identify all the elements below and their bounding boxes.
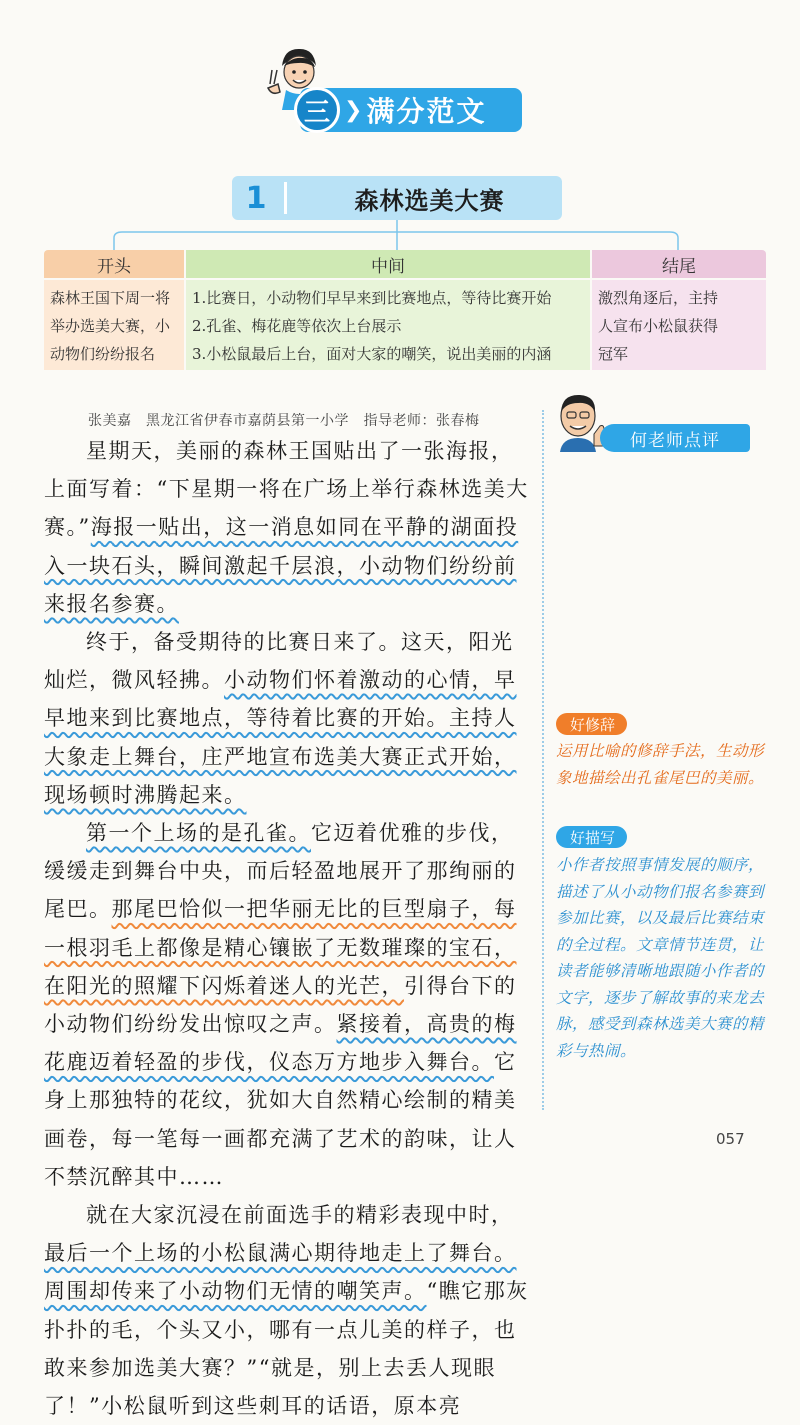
- author-line: 张美嘉 黑龙江省伊春市嘉荫县第一小学 指导老师：张春梅: [88, 413, 480, 429]
- paragraph-3: [44, 814, 534, 1196]
- ending-line: 激烈角逐后，主持: [598, 289, 719, 307]
- article-title-bar: [232, 176, 562, 220]
- underlined-text: 紧接着，高贵的梅花鹿迈着轻盈的步伐，仪态万方地步入舞台。: [44, 1012, 517, 1075]
- paragraph-1: [44, 432, 534, 623]
- text-span: 就在大家沉浸在前面选手的精彩表现中时，: [86, 1203, 514, 1228]
- teacher-comment-badge: 何老师点评: [600, 424, 750, 452]
- structure-middle-label: 中间: [186, 250, 590, 278]
- underlined-text: 现场顿时沸腾起来。: [44, 782, 247, 807]
- text-span: 它身上那独特的花纹，犹如大自然精心绘制的精美画卷，每一笔每一画都充满了艺术的韵味，让人不禁沉醉其中……: [44, 1050, 517, 1189]
- rhetoric-tag: 好修辞: [556, 713, 627, 735]
- underlined-text: 第一个上场的是孔雀。: [86, 821, 311, 846]
- opening-line: 动物们纷纷报名: [50, 345, 156, 363]
- article-title: 森林选美大赛: [354, 186, 505, 215]
- underlined-text: 最后一个上场的小松鼠满心期待地走上了舞台。周围却传来了小动物们无情的嘲笑声。: [44, 1241, 517, 1304]
- description-note: 小作者按照事情发展的顺序，描述了从小动物们报名参赛到参加比赛，以及最后比赛结束的全过程。文章情节连贯，让读者能够清晰地跟随小作者的文字，逐步了解故事的来龙去脉，感受到森林选美大赛的精彩与热闹。: [556, 856, 765, 1060]
- text-span: 引得台下的小动物们纷纷发出惊叹之声。: [44, 973, 517, 1037]
- middle-line: 1.比赛日，小动物们早早来到比赛地点，等待比赛开始: [192, 289, 552, 307]
- section-banner: [300, 88, 522, 132]
- underlined-text: 海报一贴出，这一消息如同在平静的湖面投入一块石头，瞬间激起千层浪，小动物们纷纷前来报名参赛。: [44, 515, 519, 616]
- article-number: 1: [245, 180, 267, 216]
- middle-line: 2.孔雀、梅花鹿等依次上台展示: [192, 317, 402, 335]
- structure-opening-content: [44, 280, 184, 370]
- column-divider: [542, 410, 544, 1110]
- title-separator: [284, 182, 287, 214]
- teacher-avatar-icon: [552, 390, 608, 452]
- opening-line: 举办选美大赛，小: [50, 317, 171, 335]
- structure-middle-content: [186, 280, 590, 370]
- chevron-right-icon: ❯: [344, 97, 363, 123]
- structure-ending-label: 结尾: [592, 250, 766, 278]
- description-tag: 好描写: [556, 826, 627, 848]
- paragraph-4: [44, 1196, 534, 1425]
- middle-line: 3.小松鼠最后上台，面对大家的嘲笑，说出美丽的内涵: [192, 345, 552, 363]
- page-number: 057: [716, 1130, 745, 1148]
- structure-ending-content: [592, 280, 766, 370]
- section-number: 三: [294, 87, 340, 133]
- essay-body: [44, 432, 534, 1425]
- orange-underlined-text: 那尾巴恰似一把华丽无比的巨型扇子，每一根羽毛上都像是精心镶嵌了无数璀璨的宝石，在阳光的照耀下闪烁着迷人的光芒，: [44, 897, 517, 998]
- structure-opening-label: 开头: [44, 250, 184, 278]
- text-span: “瞧它那灰扑扑的毛，个头又小，哪有一点儿美的样子，也敢来参加选美大赛？”“就是，别上去丢人现眼了！”小松鼠听到这些刺耳的话语，原本亮: [44, 1279, 529, 1419]
- ending-line: 冠军: [598, 345, 629, 363]
- rhetoric-note: 运用比喻的修辞手法，生动形象地描绘出孔雀尾巴的美丽。: [556, 742, 765, 787]
- text-span: 终于，备受期待的比赛日来了。这天，阳光灿烂，微风轻拂。: [44, 630, 514, 693]
- text-span: 星期天，美丽的森林王国贴出了一张海报，上面写着：“下星期一将在广场上举行森林选美大赛。”: [44, 439, 529, 540]
- opening-line: 森林王国下周一将: [50, 289, 171, 307]
- section-title: 满分范文: [366, 95, 487, 128]
- text-span: 它迈着优雅的步伐，缓缓走到舞台中央，而后轻盈地展开了那绚丽的尾巴。: [44, 821, 517, 922]
- underlined-text: 小动物们怀着激动的心情，早早地来到比赛地点，等待着比赛的开始。主持人大象走上舞台，庄严地宣布选美大赛正式开始，: [44, 668, 517, 769]
- paragraph-2: [44, 623, 534, 814]
- ending-line: 人宣布小松鼠获得: [598, 317, 719, 335]
